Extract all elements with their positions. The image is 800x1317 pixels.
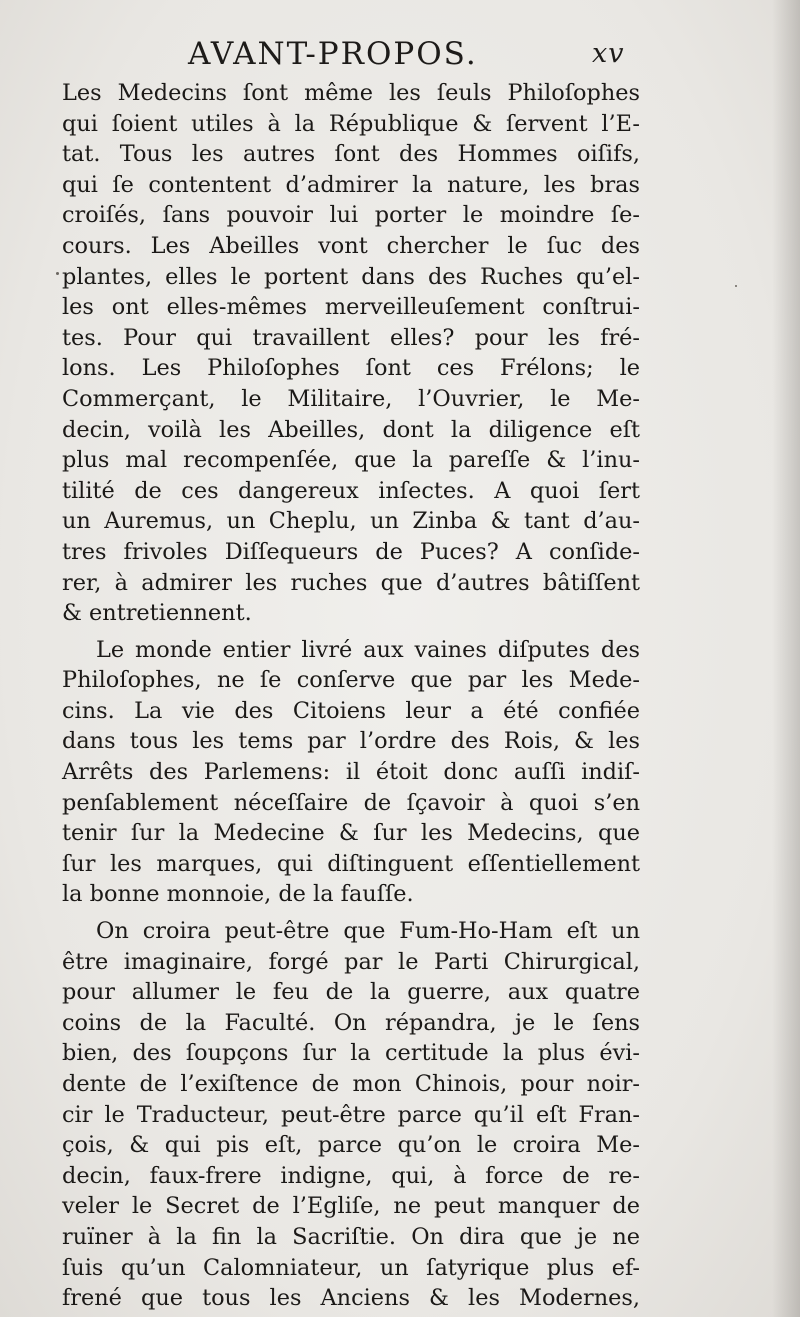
text-line: plantes, elles le portent dans des Ruches qu’el- — [62, 263, 640, 290]
text-line: cins. La vie des Citoiens leur a été confiée — [62, 697, 640, 724]
text-line: tenir ſur la Medecine & ſur les Medecins, que — [62, 820, 640, 847]
text-line: Philoſophes, ne ſe conſerve que par les Mede- — [62, 667, 640, 694]
body-text — [62, 78, 640, 1314]
text-line: Le monde entier livré aux vaines diſputes des — [96, 636, 640, 663]
text-line: ſur les marques, qui diſtinguent eſſentiellement — [62, 850, 640, 877]
text-line: Commerçant, le Militaire, l’Ouvrier, le Me- — [62, 385, 640, 412]
page-number: xv — [592, 38, 625, 69]
text-line: penſablement néceſſaire de ſçavoir à quoi s’en — [62, 789, 640, 816]
text-line: les ont elles-mêmes merveilleuſement conſtrui- — [62, 294, 640, 321]
text-line: être imaginaire, forgé par le Parti Chirurgical, — [62, 948, 640, 975]
text-line: cir le Traducteur, peut-être parce qu’il eſt Fran- — [62, 1101, 640, 1128]
text-line: dans tous les tems par l’ordre des Rois, & les — [62, 728, 640, 755]
ink-speck — [735, 285, 737, 287]
text-line: veler le Secret de l’Egliſe, ne peut manquer de — [62, 1193, 640, 1220]
running-head: AVANT-PROPOS. — [188, 36, 478, 72]
text-line: decin, faux-frere indigne, qui, à force de re- — [62, 1162, 640, 1189]
text-line: tilité de ces dangereux inſectes. A quoi ſert — [62, 477, 640, 504]
text-line: pour allumer le feu de la guerre, aux quatre — [62, 979, 640, 1006]
text-line: ruïner à la fin la Sacriſtie. On dira que je ne — [62, 1223, 640, 1250]
text-line: On croira peut-être que Fum-Ho-Ham eſt un — [96, 918, 640, 945]
text-line: qui ſe contentent d’admirer la nature, les bras — [62, 171, 640, 198]
text-line: tat. Tous les autres ſont des Hommes oiſifs, — [62, 141, 640, 168]
text-line: cours. Les Abeilles vont chercher le ſuc des — [62, 232, 640, 259]
text-line: Arrêts des Parlemens: il étoit donc auſſi indiſ- — [62, 759, 640, 786]
text-line: & entretiennent. — [62, 600, 252, 627]
text-line: rer, à admirer les ruches que d’autres bâtiſſent — [62, 569, 640, 596]
text-line: tres frivoles Diſſequeurs de Puces? A conſide- — [62, 538, 640, 565]
text-line: qui ſoient utiles à la République & ſervent l’E- — [62, 110, 640, 137]
text-line: plus mal recompenſée, que la pareſſe & l’inu- — [62, 447, 640, 474]
text-line: dente de l’exiſtence de mon Chinois, pour noir- — [62, 1071, 640, 1097]
text-line: Les Medecins ſont même les ſeuls Philoſophes — [62, 80, 640, 106]
text-line: coins de la Faculté. On répandra, je le ſens — [62, 1009, 640, 1036]
text-line: decin, voilà les Abeilles, dont la diligence eſt — [62, 416, 640, 443]
text-line: un Auremus, un Cheplu, un Zinba & tant d’au- — [62, 508, 640, 535]
text-line: tes. Pour qui travaillent elles? pour les fré- — [62, 324, 640, 351]
binding-shadow — [772, 0, 800, 1317]
text-line: bien, des ſoupçons ſur la certitude la plus évi- — [62, 1040, 640, 1067]
text-line: çois, & qui pis eſt, parce qu’on le croira Me- — [62, 1132, 640, 1159]
text-line: ſuis qu’un Calomniateur, un ſatyrique plus ef- — [62, 1254, 640, 1281]
text-line: croiſés, ſans pouvoir lui porter le moindre ſe- — [62, 202, 640, 229]
text-line: la bonne monnoie, de la fauſſe. — [62, 881, 414, 908]
page-header — [0, 36, 800, 76]
text-line: frené que tous les Anciens & les Modernes, — [62, 1285, 640, 1312]
text-line: lons. Les Philoſophes ſont ces Frélons; le — [62, 355, 640, 382]
ink-speck — [56, 272, 59, 275]
